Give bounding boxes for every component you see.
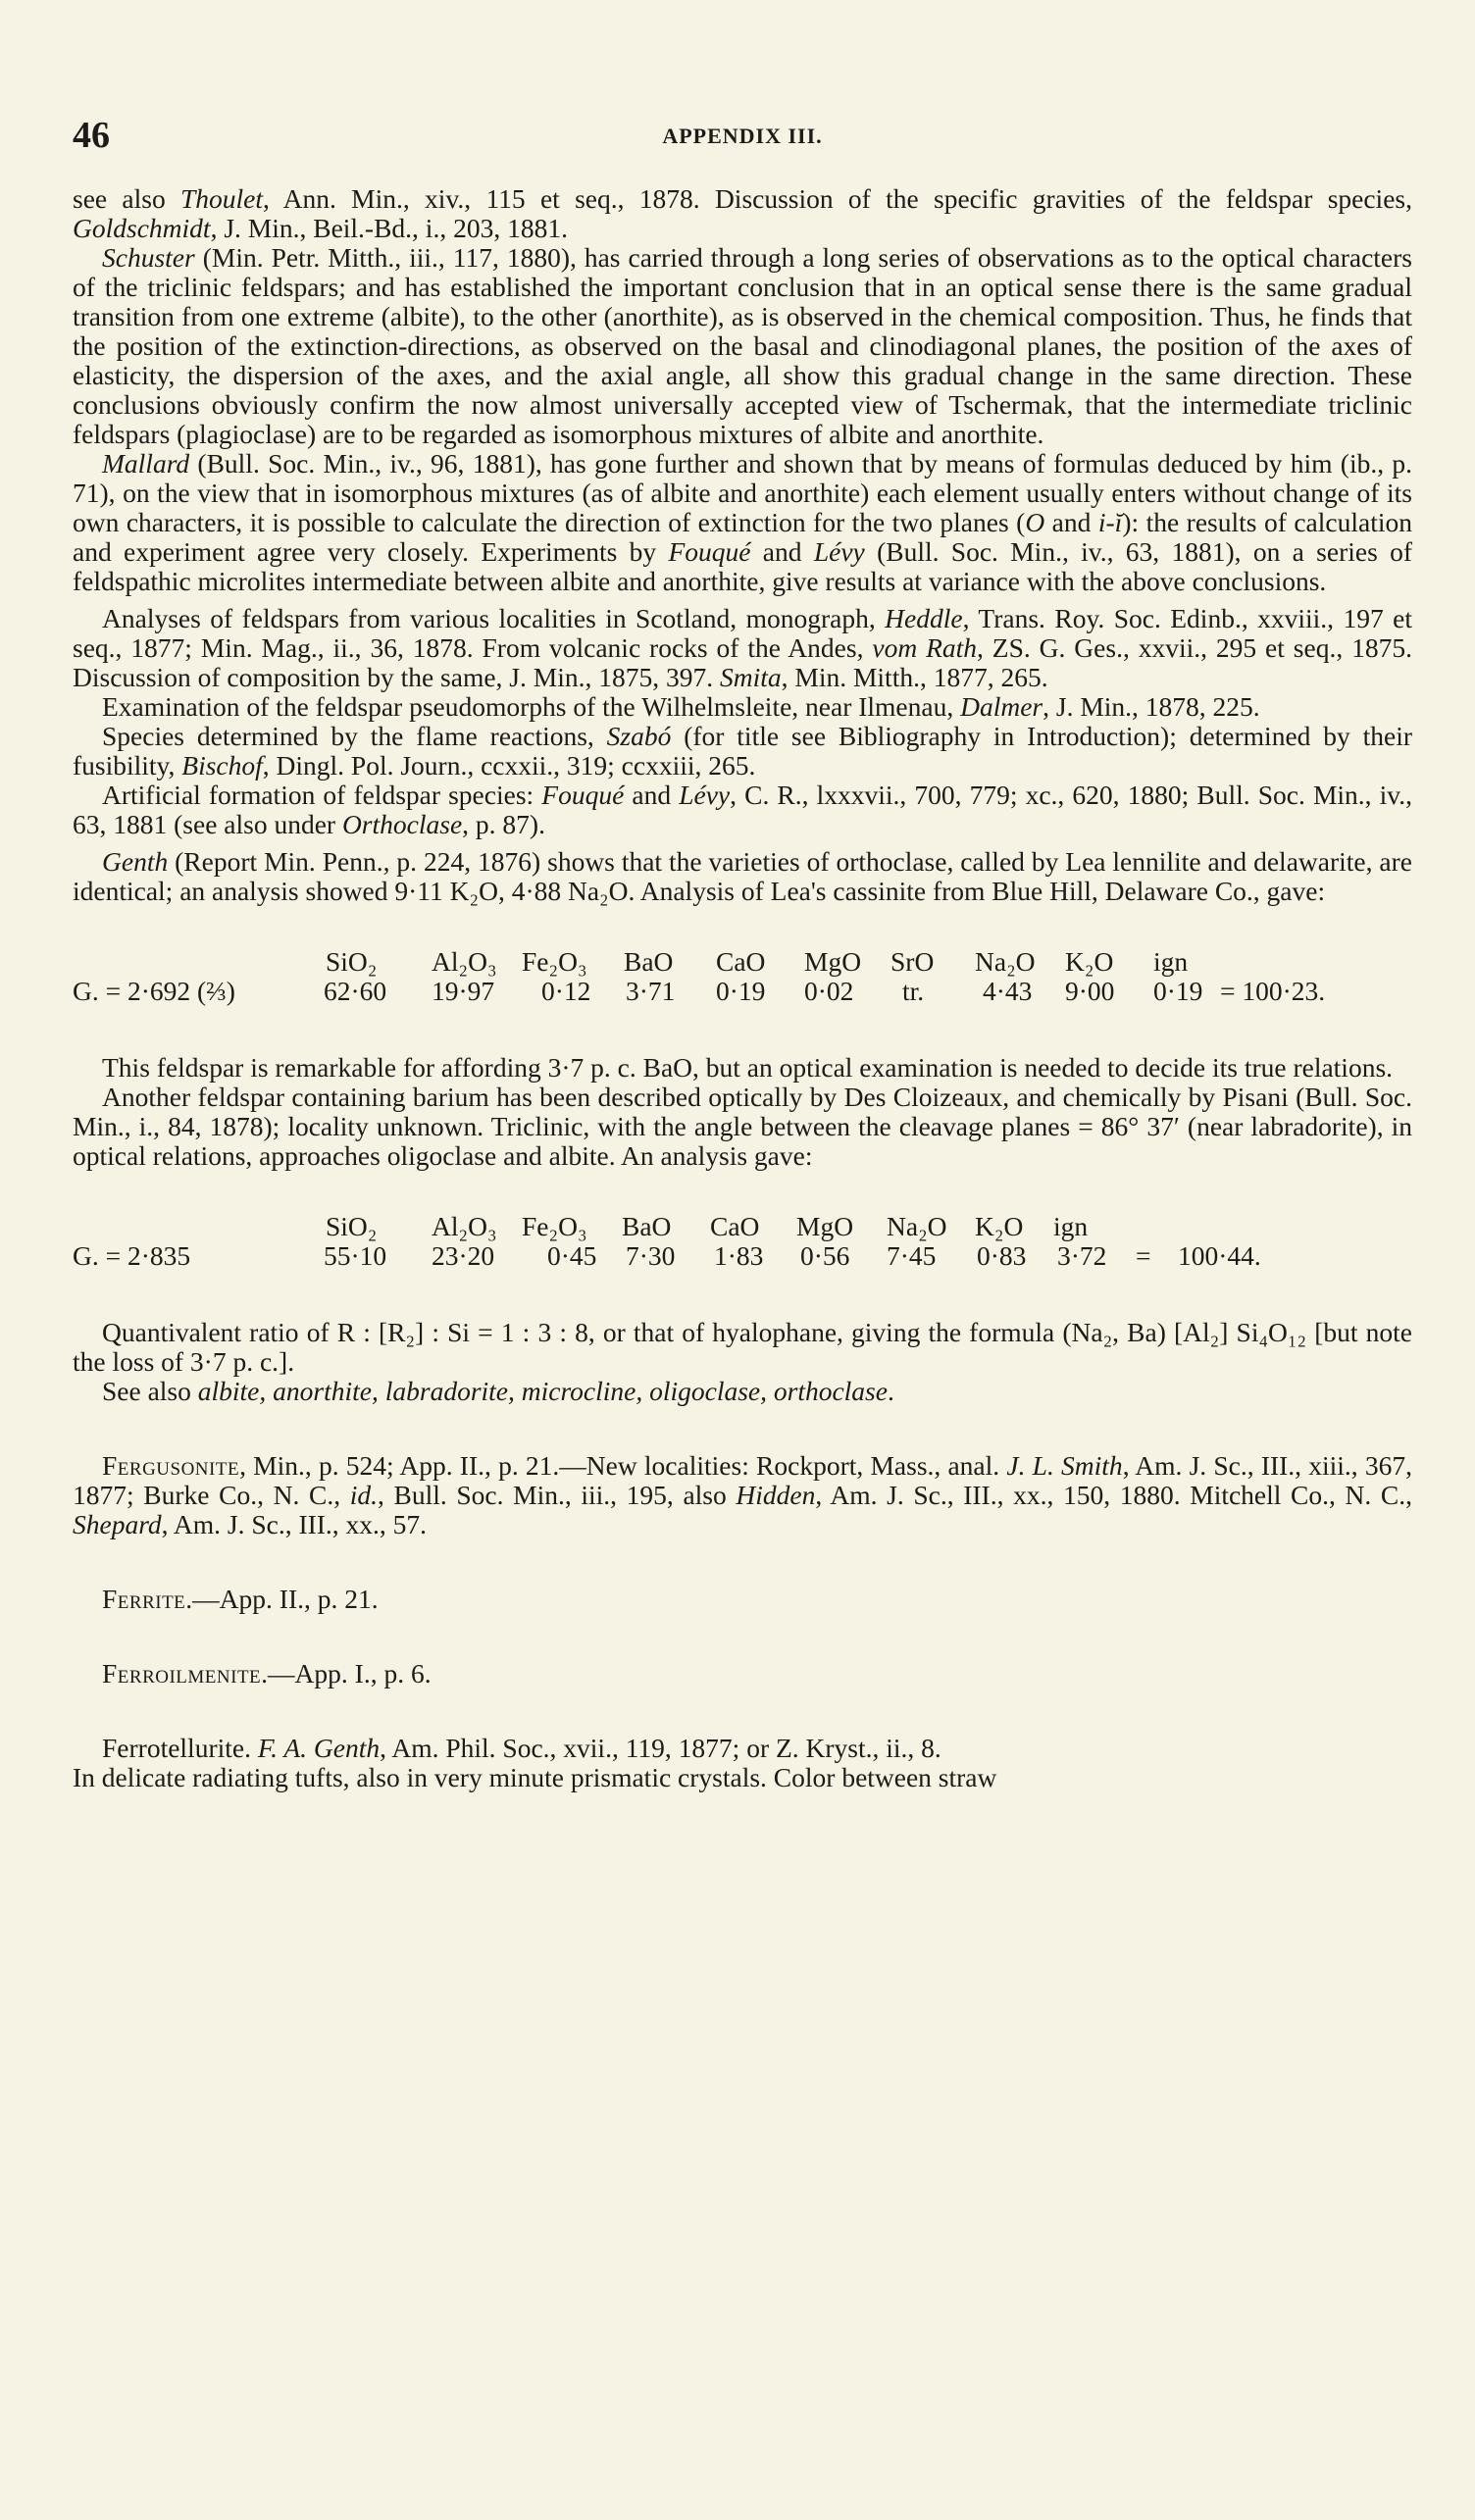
oxide-value: 55·10: [324, 1240, 387, 1271]
page-header: [73, 114, 1412, 163]
mineral-name: Ferroilmenite: [102, 1658, 262, 1688]
oxide-value: 0·19: [1153, 976, 1203, 1006]
oxide-header: CaO: [716, 946, 766, 977]
oxide-header: Al₂O₃: [432, 1211, 497, 1241]
entry-ferrotellurite: Ferrotellurite. F. A. Genth, Am. Phil. Soc., xvii., 119, 1877; or Z. Kryst., ii., 8. In delicate radiating tufts, also in very minute prismatic crystals. Color between straw: [73, 1734, 1412, 1792]
ferrotellurite-description: In delicate radiating tufts, also in very minute prismatic crystals. Color between straw: [73, 1762, 997, 1792]
cross-reference: Orthoclase: [341, 809, 463, 839]
author-name: F. A. Genth: [257, 1733, 381, 1763]
oxide-value: 0·56: [800, 1240, 850, 1271]
oxide-value: 19·97: [432, 976, 495, 1006]
mineral-name: Fergusonite: [102, 1450, 240, 1481]
oxide-value: 1·83: [714, 1240, 764, 1271]
paragraph-genth: Genth (Report Min. Penn., p. 224, 1876) shows that the varieties of orthoclase, called by Lea lennilite and delawarite, are identical; an analysis showed 9·11 K₂O, 4·88 Na₂O. Analysis of Lea's cassinite from Blue Hill, Delaware Co., gave:: [73, 846, 1412, 906]
analysis-table-barium-feldspar: [73, 1212, 1412, 1273]
author-name: J. L. Smith: [1006, 1450, 1123, 1481]
mineral-name: Ferrotellurite: [102, 1733, 245, 1763]
author-name: Fouqué: [541, 780, 625, 810]
specific-gravity: G. = 2·835: [73, 1240, 191, 1271]
entry-ferroilmenite: Ferroilmenite.—App. I., p. 6.: [102, 1658, 432, 1688]
oxide-header: SrO: [890, 946, 935, 977]
oxide-value: 7·45: [887, 1240, 937, 1271]
paragraph-flame-reactions: Species determined by the flame reactions, Szabó (for title see Bibliography in Introduction); determined by their fusibility, Bischof, Dingl. Pol. Journ., ccxxii., 319; ccxxiii, 265.: [73, 721, 1412, 781]
oxide-value: 3·71: [626, 976, 676, 1006]
oxide-header: Al₂O₃: [432, 946, 497, 977]
oxide-header: MgO: [796, 1211, 854, 1241]
oxide-header: Fe₂O₃: [522, 1211, 587, 1241]
author-name: Schuster: [102, 242, 195, 273]
author-name: Thoulet: [179, 183, 264, 214]
analysis-total: = 100·44.: [1136, 1240, 1261, 1271]
author-name: Goldschmidt: [73, 213, 211, 243]
paragraph-barium-remark: This feldspar is remarkable for affording 3·7 p. c. BaO, but an optical examination is needed to decide its true relations.: [102, 1052, 1394, 1083]
entry-fergusonite: Fergusonite, Min., p. 524; App. II., p. 21.—New localities: Rockport, Mass., anal. J. L. Smith, Am. J. Sc., III., xiii., 367, 1877; Burke Co., N. C., id., Bull. Soc. Min., iii., 195, also Hidden, Am. J. Sc., III., xx., 150, 1880. Mitchell Co., N. C., Shepard, Am. J. Sc., III., xx., 57.: [73, 1450, 1413, 1539]
oxide-value: 0·45: [547, 1240, 597, 1271]
analysis-total: = 100·23.: [1220, 976, 1326, 1006]
oxide-value: 0·12: [541, 976, 591, 1006]
author-name: Smita: [719, 662, 782, 692]
author-name: Bischof: [181, 750, 263, 781]
oxide-value: 0·83: [977, 1240, 1027, 1271]
oxide-header: MgO: [804, 946, 862, 977]
oxide-header: Na₂O: [887, 1211, 947, 1241]
paragraph-pseudomorphs: Examination of the feldspar pseudomorphs of the Wilhelmsleite, near Ilmenau, Dalmer, J. Min., 1878, 225.: [102, 691, 1260, 722]
author-name: Mallard: [102, 448, 190, 479]
author-name: Hidden: [736, 1480, 816, 1510]
oxide-value: 3·72: [1057, 1240, 1107, 1271]
oxide-header: Fe₂O₃: [522, 946, 587, 977]
author-name: Fouqué: [668, 536, 751, 567]
author-name: Lévy: [813, 536, 865, 567]
oxide-value: 23·20: [432, 1240, 495, 1271]
oxide-header: K₂O: [975, 1211, 1024, 1241]
paragraph-barium-feldspar: Another feldspar containing barium has been described optically by Des Cloizeaux, and chemically by Pisani (Bull. Soc. Min., i., 84, 1878); locality unknown. Triclinic, with the angle between the cleavage planes = 86° 37′ (near labradorite), in optical relations, approaches oligoclase and albite. An analysis gave:: [73, 1082, 1412, 1171]
paragraph-see-also: See also albite, anorthite, labradorite, microcline, oligoclase, orthoclase.: [102, 1376, 894, 1406]
analysis-table-cassinite: [73, 947, 1412, 1008]
paragraph-thoulet: see also Thoulet, Ann. Min., xiv., 115 et seq., 1878. Discussion of the specific gravities of the feldspar species, Goldschmidt, J. Min., Beil.-Bd., i., 203, 1881.: [73, 183, 1412, 243]
oxide-header: SiO₂: [326, 1211, 378, 1241]
paragraph-quantivalent-ratio: Quantivalent ratio of R : [R₂] : Si = 1 : 3 : 8, or that of hyalophane, giving the formula (Na₂, Ba) [Al₂] Si₄O₁₂ [but note the loss of 3·7 p. c.].: [73, 1317, 1412, 1377]
mineral-name: Ferrite: [102, 1584, 186, 1614]
oxide-header: SiO₂: [326, 946, 378, 977]
author-name: Szabó: [606, 721, 672, 751]
author-name: Shepard: [73, 1509, 162, 1539]
oxide-header: ign: [1053, 1211, 1089, 1241]
author-name: Lévy: [679, 780, 731, 810]
entry-ferrite: Ferrite.—App. II., p. 21.: [102, 1584, 379, 1614]
paragraph-mallard: Mallard (Bull. Soc. Min., iv., 96, 1881), has gone further and shown that by means of formulas deduced by him (ib., p. 71), on the view that in isomorphous mixtures (as of albite and anorthite) each element usually enters without change of its own characters, it is possible to calculate the direction of extinction for the two planes (O and i-ĭ): the results of calculation and experiment agree very closely. Experiments by Fouqué and Lévy (Bull. Soc. Min., iv., 63, 1881), on a series of feldspathic microlites intermediate between albite and anorthite, give results at variance with the above conclusions.: [73, 448, 1412, 596]
oxide-value: 4·43: [983, 976, 1033, 1006]
paragraph-artificial-formation: Artificial formation of feldspar species: Fouqué and Lévy, C. R., lxxxvii., 700, 779; xc., 620, 1880; Bull. Soc. Min., iv., 63, 1881 (see also under Orthoclase, p. 87).: [73, 780, 1412, 839]
oxide-value: 9·00: [1065, 976, 1115, 1006]
paragraph-schuster: Schuster (Min. Petr. Mitth., iii., 117, 1880), has carried through a long series of observations as to the optical characters of the triclinic feldspars; and has established the important conclusion that in an optical sense there is the same gradual transition from one extreme (albite), to the other (anorthite), as is observed in the chemical composition. Thus, he finds that the position of the extinction-directions, as observed on the basal and clinodiagonal planes, the position of the axes of elasticity, the dispersion of the axes, and the axial angle, all show this gradual change in the same direction. These conclusions obviously confirm the now almost universally accepted view of Tschermak, that the intermediate triclinic feldspars (plagioclase) are to be regarded as isomorphous mixtures of albite and anorthite.: [73, 242, 1412, 449]
author-name: Heddle: [885, 603, 963, 633]
body-text: [73, 184, 1412, 1792]
page-number: 46: [73, 115, 110, 156]
author-name: vom Rath: [872, 632, 978, 663]
oxide-header: BaO: [622, 1211, 672, 1241]
running-head: APPENDIX III.: [662, 124, 823, 148]
oxide-header: Na₂O: [975, 946, 1036, 977]
oxide-value: 62·60: [324, 976, 387, 1006]
oxide-header: K₂O: [1065, 946, 1114, 977]
oxide-value: tr.: [902, 976, 925, 1006]
author-name: Genth: [102, 846, 169, 877]
oxide-header: BaO: [624, 946, 674, 977]
oxide-value: 7·30: [626, 1240, 676, 1271]
oxide-value: 0·02: [804, 976, 854, 1006]
oxide-header: ign: [1153, 946, 1189, 977]
specific-gravity: G. = 2·692 (⅔): [73, 976, 235, 1006]
cross-reference: albite, anorthite, labradorite, microcline, oligoclase, orthoclase: [197, 1376, 888, 1406]
oxide-header: CaO: [710, 1211, 760, 1241]
author-name: Dalmer: [960, 691, 1043, 722]
oxide-value: 0·19: [716, 976, 766, 1006]
paragraph-analyses: Analyses of feldspars from various localities in Scotland, monograph, Heddle, Trans. Roy. Soc. Edinb., xxviii., 197 et seq., 1877; Min. Mag., ii., 36, 1878. From volcanic rocks of the Andes, vom Rath, ZS. G. Ges., xxvii., 295 et seq., 1875. Discussion of composition by the same, J. Min., 1875, 397. Smita, Min. Mitth., 1877, 265.: [73, 603, 1412, 692]
